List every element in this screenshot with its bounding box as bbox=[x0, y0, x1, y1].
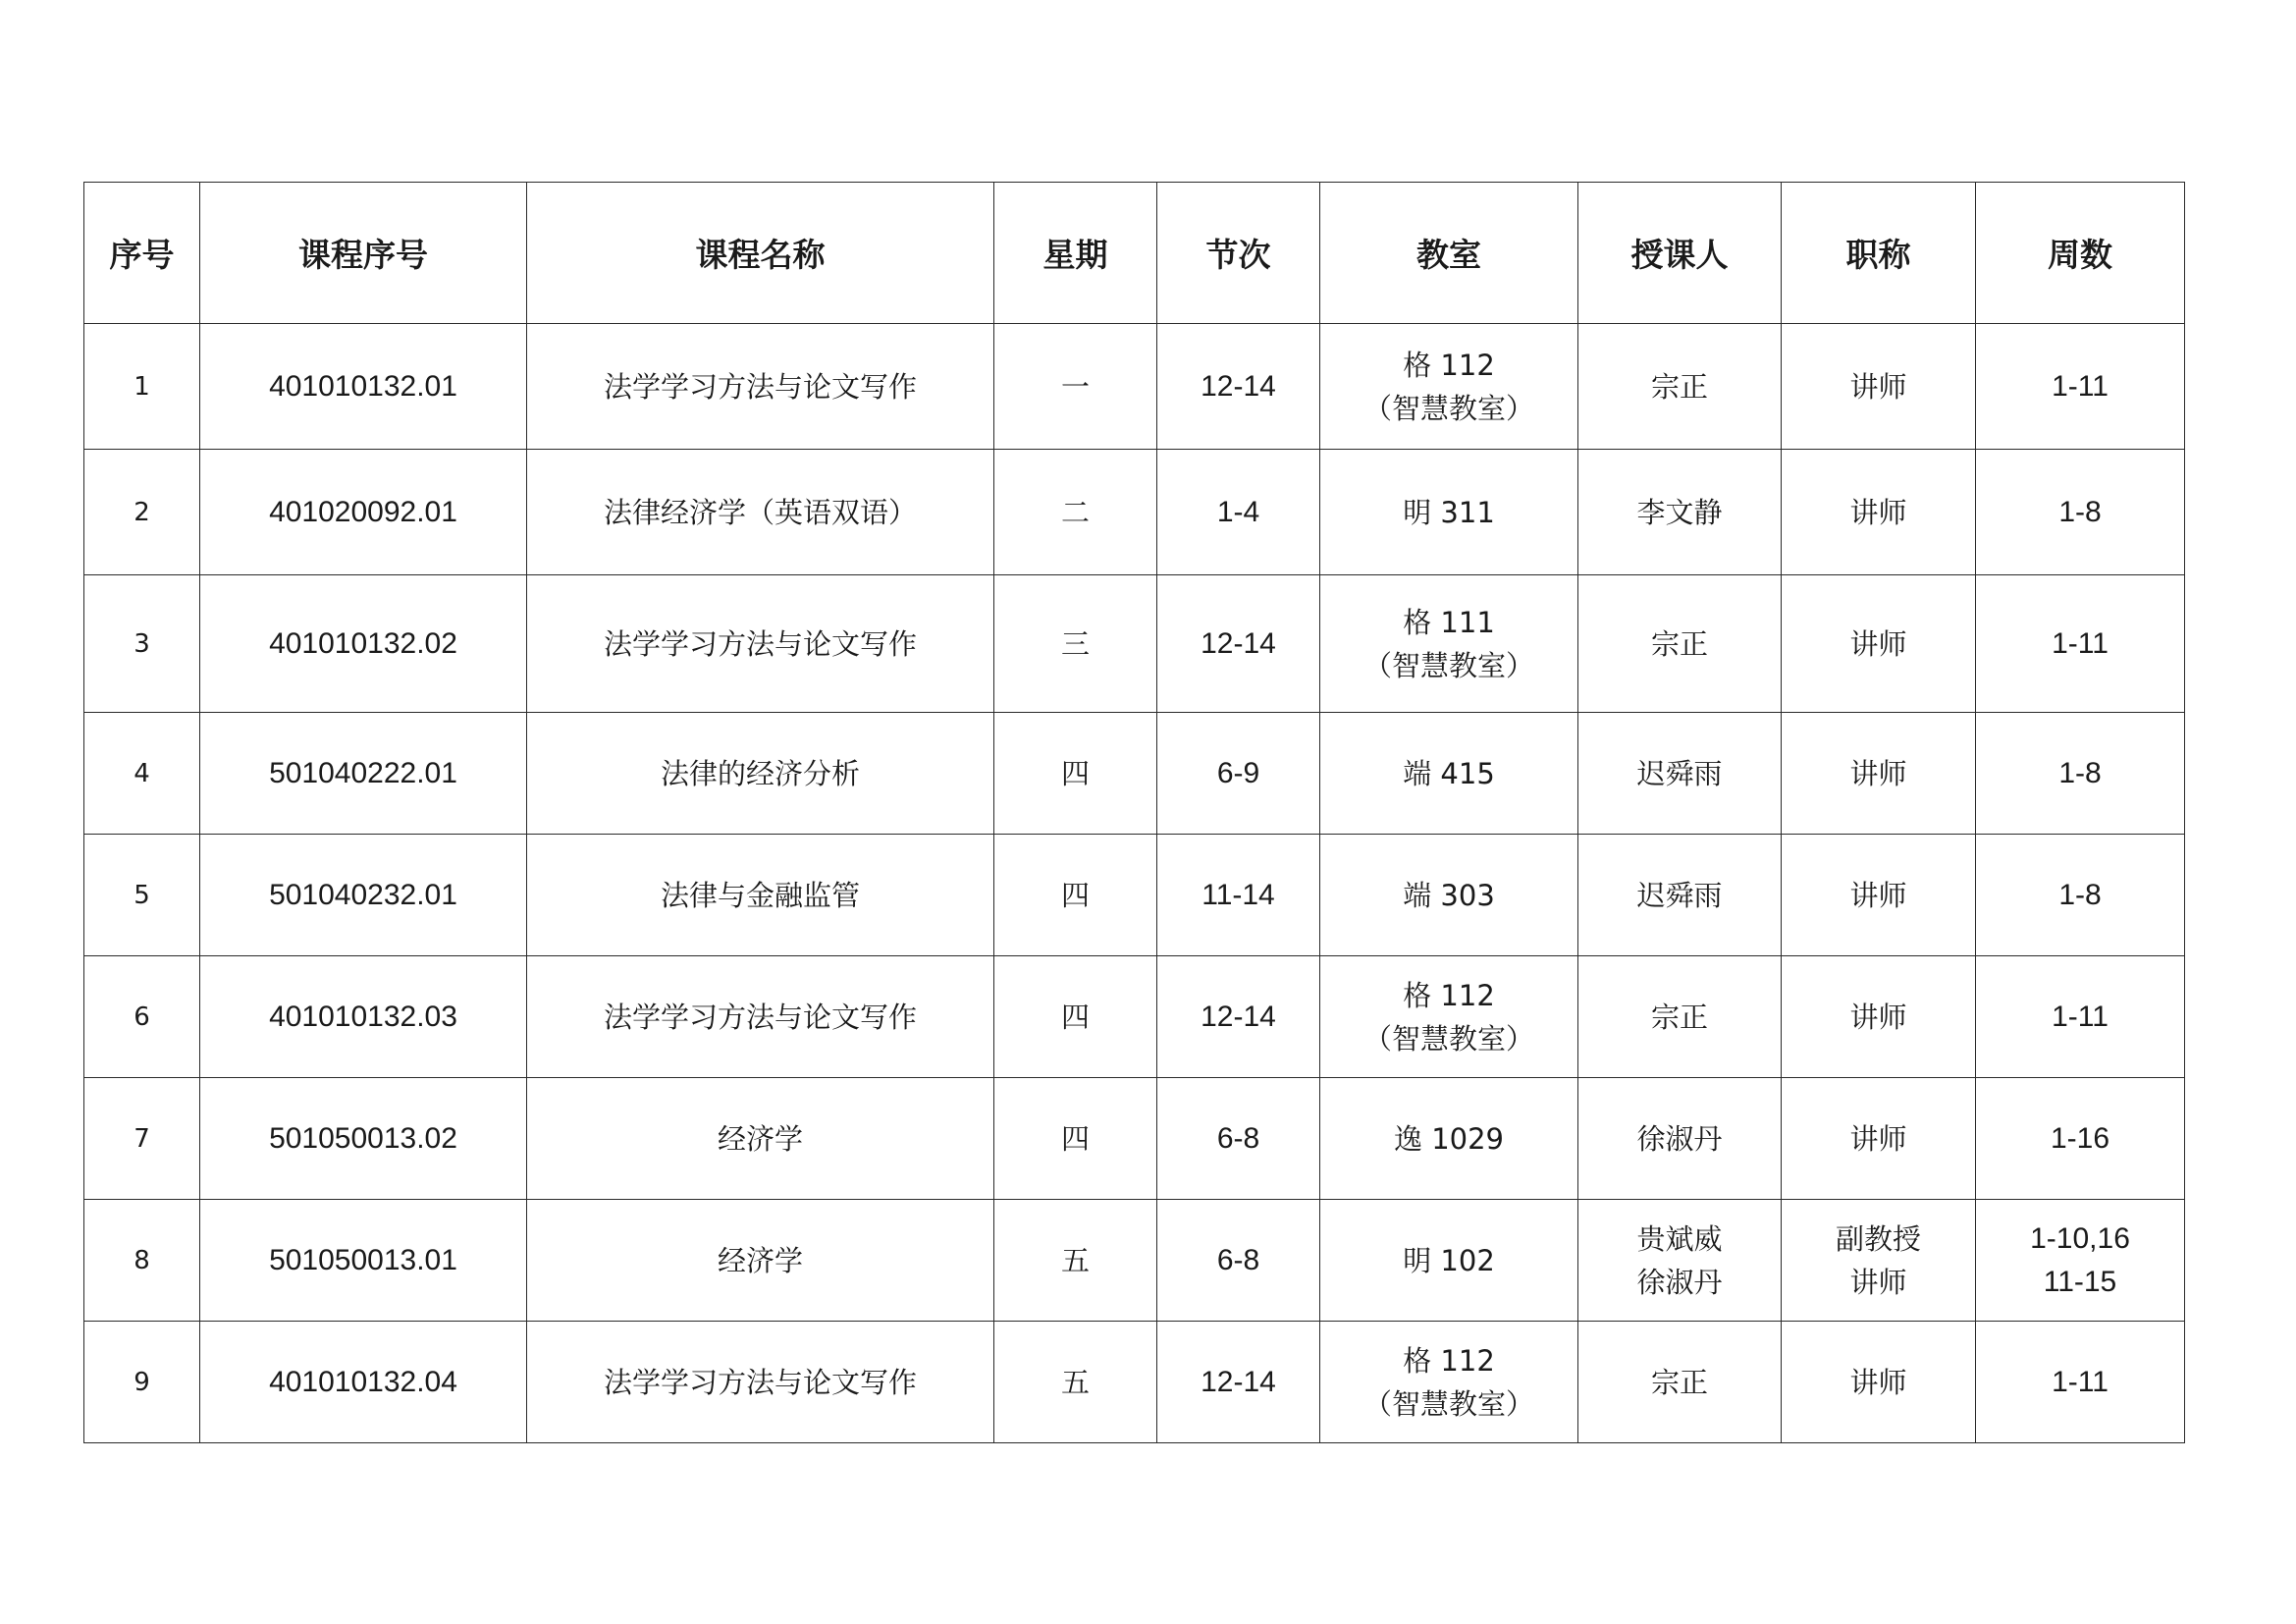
cell-instructor-line: 迟舜雨 bbox=[1636, 878, 1723, 912]
cell-periods: 6-9 bbox=[1157, 713, 1320, 835]
cell-weekday: 三 bbox=[994, 575, 1157, 713]
cell-instructor-line: 宗正 bbox=[1650, 1000, 1708, 1034]
cell-seq: 2 bbox=[84, 450, 200, 575]
header-weeks: 周数 bbox=[1976, 183, 2185, 324]
cell-course-name: 法律与金融监管 bbox=[527, 835, 994, 956]
cell-course-name: 经济学 bbox=[527, 1200, 994, 1322]
cell-instructor-line: 李文静 bbox=[1636, 495, 1723, 529]
cell-classroom-line: 端 303 bbox=[1403, 878, 1495, 912]
cell-course-name: 法学学习方法与论文写作 bbox=[527, 956, 994, 1078]
header-row bbox=[84, 183, 2185, 324]
cell-course-code: 401010132.04 bbox=[200, 1322, 527, 1443]
cell-title-line: 讲师 bbox=[1849, 878, 1907, 912]
cell-instructor-line: 贵斌威 bbox=[1636, 1221, 1723, 1256]
cell-title bbox=[1782, 1200, 1976, 1322]
cell-classroom bbox=[1320, 1078, 1578, 1200]
cell-classroom-line: （智慧教室） bbox=[1362, 391, 1534, 425]
cell-weeks-line: 1-11 bbox=[2052, 626, 2109, 660]
table-body bbox=[84, 324, 2185, 1443]
cell-periods: 12-14 bbox=[1157, 324, 1320, 450]
table-row bbox=[84, 575, 2185, 713]
cell-weeks-line: 1-10,16 bbox=[2030, 1221, 2130, 1255]
cell-classroom bbox=[1320, 575, 1578, 713]
course-schedule-table bbox=[83, 182, 2185, 1443]
cell-course-code: 501050013.01 bbox=[200, 1200, 527, 1322]
cell-classroom bbox=[1320, 450, 1578, 575]
cell-weekday: 五 bbox=[994, 1200, 1157, 1322]
cell-course-name: 法学学习方法与论文写作 bbox=[527, 1322, 994, 1443]
cell-classroom bbox=[1320, 1322, 1578, 1443]
cell-title bbox=[1782, 956, 1976, 1078]
cell-title-line: 讲师 bbox=[1849, 1000, 1907, 1034]
cell-seq: 9 bbox=[84, 1322, 200, 1443]
table-row bbox=[84, 450, 2185, 575]
cell-title bbox=[1782, 1322, 1976, 1443]
cell-classroom-line: 端 415 bbox=[1403, 756, 1495, 790]
cell-instructor-line: 徐淑丹 bbox=[1636, 1265, 1723, 1299]
cell-weeks-line: 11-15 bbox=[2043, 1265, 2117, 1298]
table-row bbox=[84, 713, 2185, 835]
cell-classroom bbox=[1320, 835, 1578, 956]
cell-weeks bbox=[1976, 1322, 2185, 1443]
table-row bbox=[84, 1200, 2185, 1322]
cell-weeks-line: 1-8 bbox=[2058, 495, 2102, 528]
cell-course-code: 501040232.01 bbox=[200, 835, 527, 956]
cell-title bbox=[1782, 450, 1976, 575]
cell-periods: 12-14 bbox=[1157, 575, 1320, 713]
cell-classroom-line: （智慧教室） bbox=[1362, 1386, 1534, 1421]
cell-title bbox=[1782, 324, 1976, 450]
header-seq: 序号 bbox=[84, 183, 200, 324]
cell-periods: 1-4 bbox=[1157, 450, 1320, 575]
cell-course-name: 经济学 bbox=[527, 1078, 994, 1200]
cell-weeks bbox=[1976, 450, 2185, 575]
cell-periods: 12-14 bbox=[1157, 956, 1320, 1078]
cell-seq: 3 bbox=[84, 575, 200, 713]
cell-course-code: 401010132.02 bbox=[200, 575, 527, 713]
cell-periods: 11-14 bbox=[1157, 835, 1320, 956]
cell-weekday: 五 bbox=[994, 1322, 1157, 1443]
cell-title bbox=[1782, 575, 1976, 713]
cell-classroom-line: （智慧教室） bbox=[1362, 1021, 1534, 1056]
cell-classroom-line: 明 311 bbox=[1403, 495, 1495, 529]
cell-instructor bbox=[1578, 324, 1782, 450]
cell-classroom-line: 明 102 bbox=[1403, 1243, 1495, 1277]
cell-weeks-line: 1-8 bbox=[2058, 878, 2102, 911]
header-periods: 节次 bbox=[1157, 183, 1320, 324]
cell-instructor bbox=[1578, 1322, 1782, 1443]
cell-title-line: 副教授 bbox=[1835, 1221, 1921, 1256]
cell-instructor-line: 宗正 bbox=[1650, 626, 1708, 661]
cell-weeks bbox=[1976, 835, 2185, 956]
cell-title-line: 讲师 bbox=[1849, 495, 1907, 529]
cell-instructor-line: 宗正 bbox=[1650, 1365, 1708, 1399]
cell-instructor bbox=[1578, 450, 1782, 575]
cell-instructor-line: 宗正 bbox=[1650, 369, 1708, 404]
header-weekday: 星期 bbox=[994, 183, 1157, 324]
cell-title-line: 讲师 bbox=[1849, 1365, 1907, 1399]
cell-classroom bbox=[1320, 1200, 1578, 1322]
cell-weeks-line: 1-11 bbox=[2052, 369, 2109, 403]
cell-title-line: 讲师 bbox=[1849, 756, 1907, 790]
cell-instructor bbox=[1578, 575, 1782, 713]
cell-course-code: 501050013.02 bbox=[200, 1078, 527, 1200]
cell-title-line: 讲师 bbox=[1849, 369, 1907, 404]
cell-weekday: 一 bbox=[994, 324, 1157, 450]
cell-title-line: 讲师 bbox=[1849, 626, 1907, 661]
cell-classroom-line: 格 112 bbox=[1403, 978, 1495, 1012]
cell-classroom-line: 逸 1029 bbox=[1393, 1121, 1505, 1156]
cell-instructor-line: 迟舜雨 bbox=[1636, 756, 1723, 790]
cell-seq: 1 bbox=[84, 324, 200, 450]
cell-title-line: 讲师 bbox=[1849, 1265, 1907, 1299]
cell-weeks-line: 1-11 bbox=[2052, 1000, 2109, 1033]
cell-course-name: 法学学习方法与论文写作 bbox=[527, 324, 994, 450]
cell-instructor bbox=[1578, 956, 1782, 1078]
cell-periods: 12-14 bbox=[1157, 1322, 1320, 1443]
table-row bbox=[84, 956, 2185, 1078]
cell-instructor bbox=[1578, 1078, 1782, 1200]
cell-weekday: 四 bbox=[994, 956, 1157, 1078]
table-row bbox=[84, 324, 2185, 450]
cell-weekday: 四 bbox=[994, 1078, 1157, 1200]
cell-course-code: 501040222.01 bbox=[200, 713, 527, 835]
cell-weeks bbox=[1976, 324, 2185, 450]
cell-weeks bbox=[1976, 1078, 2185, 1200]
header-title: 职称 bbox=[1782, 183, 1976, 324]
cell-title bbox=[1782, 835, 1976, 956]
cell-weeks bbox=[1976, 956, 2185, 1078]
cell-weeks-line: 1-16 bbox=[2050, 1121, 2110, 1155]
header-classroom: 教室 bbox=[1320, 183, 1578, 324]
cell-course-code: 401020092.01 bbox=[200, 450, 527, 575]
cell-instructor-line: 徐淑丹 bbox=[1636, 1121, 1723, 1156]
cell-course-name: 法学学习方法与论文写作 bbox=[527, 575, 994, 713]
cell-title bbox=[1782, 713, 1976, 835]
cell-weeks-line: 1-11 bbox=[2052, 1365, 2109, 1398]
cell-classroom bbox=[1320, 713, 1578, 835]
cell-instructor bbox=[1578, 1200, 1782, 1322]
cell-classroom-line: （智慧教室） bbox=[1362, 648, 1534, 682]
table-row bbox=[84, 835, 2185, 956]
cell-weekday: 四 bbox=[994, 713, 1157, 835]
cell-classroom bbox=[1320, 956, 1578, 1078]
cell-title bbox=[1782, 1078, 1976, 1200]
cell-periods: 6-8 bbox=[1157, 1078, 1320, 1200]
cell-seq: 4 bbox=[84, 713, 200, 835]
cell-weeks bbox=[1976, 575, 2185, 713]
cell-classroom-line: 格 111 bbox=[1403, 605, 1495, 639]
cell-title-line: 讲师 bbox=[1849, 1121, 1907, 1156]
cell-seq: 8 bbox=[84, 1200, 200, 1322]
table-row bbox=[84, 1078, 2185, 1200]
cell-seq: 7 bbox=[84, 1078, 200, 1200]
cell-course-name: 法律经济学（英语双语） bbox=[527, 450, 994, 575]
header-course-name: 课程名称 bbox=[527, 183, 994, 324]
cell-periods: 6-8 bbox=[1157, 1200, 1320, 1322]
header-course-code: 课程序号 bbox=[200, 183, 527, 324]
cell-weekday: 二 bbox=[994, 450, 1157, 575]
cell-course-name: 法律的经济分析 bbox=[527, 713, 994, 835]
cell-weeks bbox=[1976, 713, 2185, 835]
cell-instructor bbox=[1578, 835, 1782, 956]
cell-weekday: 四 bbox=[994, 835, 1157, 956]
cell-classroom bbox=[1320, 324, 1578, 450]
cell-weeks-line: 1-8 bbox=[2058, 756, 2102, 789]
cell-classroom-line: 格 112 bbox=[1403, 348, 1495, 382]
cell-seq: 6 bbox=[84, 956, 200, 1078]
cell-weeks bbox=[1976, 1200, 2185, 1322]
table-row bbox=[84, 1322, 2185, 1443]
cell-classroom-line: 格 112 bbox=[1403, 1343, 1495, 1378]
cell-course-code: 401010132.03 bbox=[200, 956, 527, 1078]
cell-course-code: 401010132.01 bbox=[200, 324, 527, 450]
header-instructor: 授课人 bbox=[1578, 183, 1782, 324]
cell-seq: 5 bbox=[84, 835, 200, 956]
cell-instructor bbox=[1578, 713, 1782, 835]
